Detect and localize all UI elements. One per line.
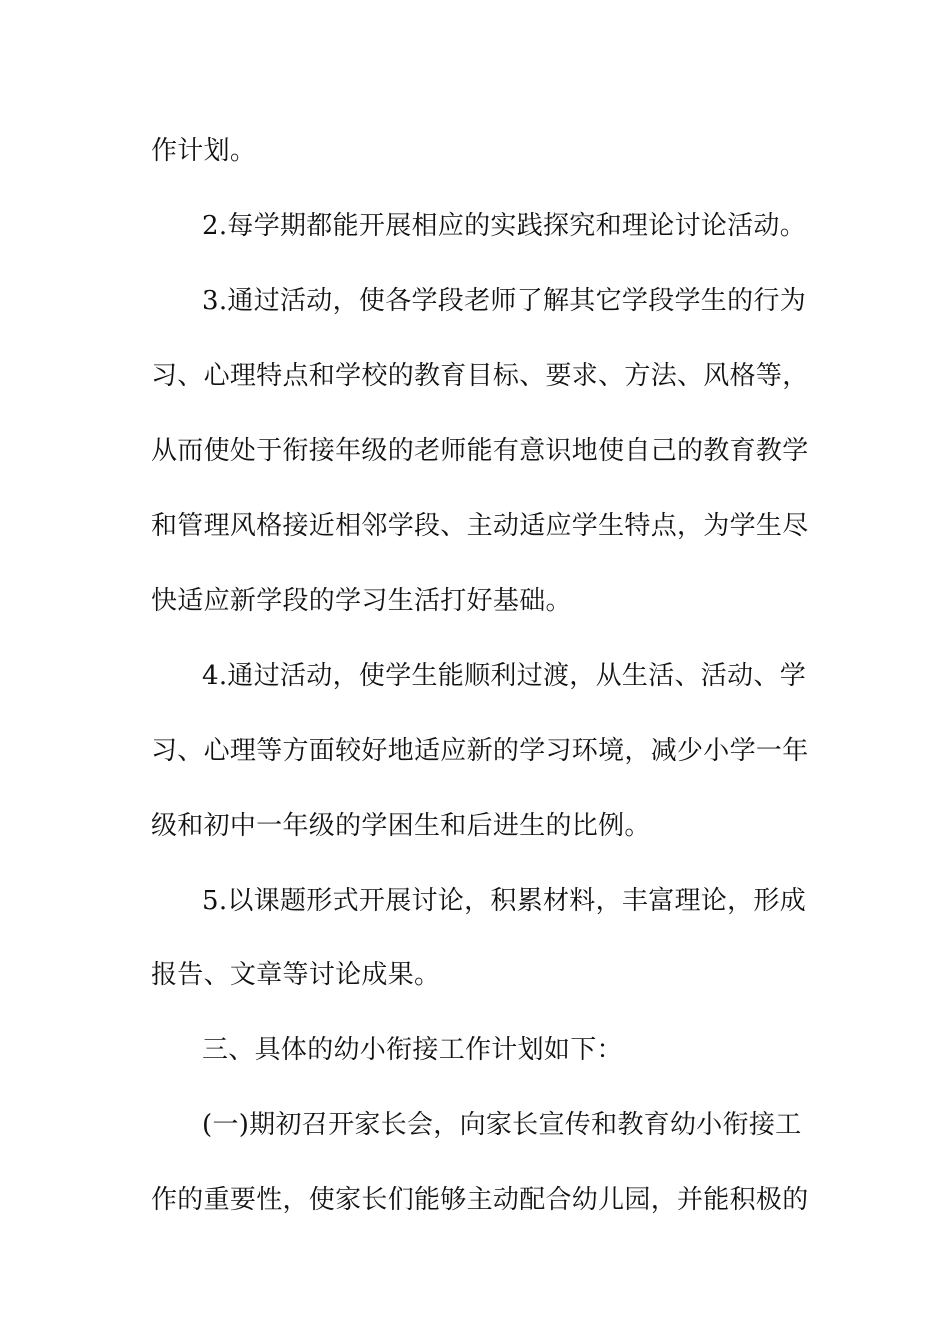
text-line-12: 报告、文章等讨论成果。 — [151, 960, 441, 990]
text-line-3: 3.通过活动，使各学段老师了解其它学段学生的行为 — [202, 286, 807, 316]
text-line-14: (一)期初召开家长会，向家长宣传和教育幼小衔接工 — [202, 1110, 802, 1140]
text-line-2: 2.每学期都能开展相应的实践探究和理论讨论活动。 — [202, 211, 807, 241]
text-line-4: 习、心理特点和学校的教育目标、要求、方法、风格等， — [151, 361, 809, 391]
text-line-8: 4.通过活动，使学生能顺利过渡，从生活、活动、学 — [202, 661, 807, 691]
text-line-15: 作的重要性，使家长们能够主动配合幼儿园，并能积极的 — [151, 1185, 809, 1215]
text-line-7: 快适应新学段的学习生活打好基础。 — [151, 586, 572, 616]
text-line-6: 和管理风格接近相邻学段、主动适应学生特点，为学生尽 — [151, 511, 809, 541]
text-line-1: 作计划。 — [151, 136, 257, 166]
text-line-9: 习、心理等方面较好地适应新的学习环境，减少小学一年 — [151, 736, 809, 766]
text-line-11: 5.以课题形式开展讨论，积累材料，丰富理论，形成 — [202, 886, 807, 916]
section-heading: 三、具体的幼小衔接工作计划如下： — [202, 1035, 623, 1065]
text-line-10: 级和初中一年级的学困生和后进生的比例。 — [151, 811, 651, 841]
text-line-5: 从而使处于衔接年级的老师能有意识地使自己的教育教学 — [151, 436, 809, 466]
